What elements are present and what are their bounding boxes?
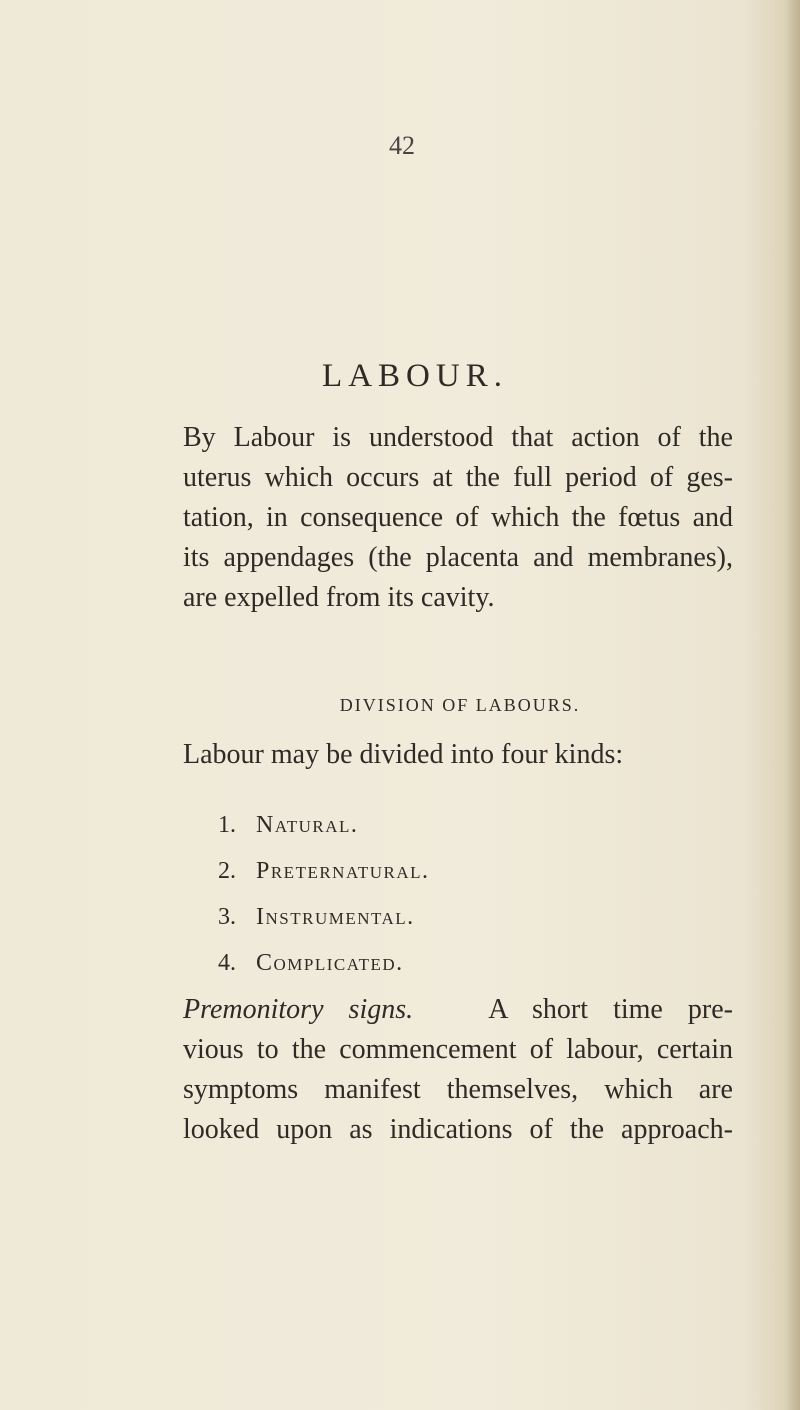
premonitory-line	[183, 990, 733, 1030]
labour-kinds-list	[218, 802, 430, 986]
intro-line: its appendages (the placenta and membranes),	[183, 542, 733, 573]
list-item	[218, 894, 430, 940]
kind-number: 1.	[218, 812, 236, 838]
premonitory-line: looked upon as indications of the approach-	[183, 1114, 733, 1145]
chapter-title: LABOUR.	[322, 358, 508, 394]
kind-name: Preternatural.	[256, 858, 430, 884]
premonitory-line: vious to the commencement of labour, certain	[183, 1034, 733, 1065]
list-item	[218, 802, 430, 848]
kind-name: Natural.	[256, 812, 359, 838]
premonitory-first-line-text: A short time pre-	[488, 994, 733, 1025]
premonitory-heading: Premonitory signs.	[183, 994, 414, 1025]
intro-line: tation, in consequence of which the fœtus and	[183, 502, 733, 533]
intro-line: uterus which occurs at the full period of ges-	[183, 462, 733, 493]
intro-line: are expelled from its cavity.	[183, 582, 495, 613]
intro-paragraph	[183, 418, 733, 618]
kind-number: 3.	[218, 904, 236, 930]
list-item	[218, 848, 430, 894]
kind-name: Complicated.	[256, 950, 404, 976]
kind-number: 2.	[218, 858, 236, 884]
premonitory-line: symptoms manifest themselves, which are	[183, 1074, 733, 1105]
intro-line: By Labour is understood that action of the	[183, 422, 733, 453]
division-intro: Labour may be divided into four kinds:	[183, 739, 624, 770]
kind-name: Instrumental.	[256, 904, 415, 930]
list-item	[218, 940, 430, 986]
kind-number: 4.	[218, 950, 236, 976]
section-heading: DIVISION OF LABOURS.	[339, 695, 581, 715]
premonitory-paragraph	[183, 990, 733, 1150]
page-number: 42	[389, 131, 415, 160]
